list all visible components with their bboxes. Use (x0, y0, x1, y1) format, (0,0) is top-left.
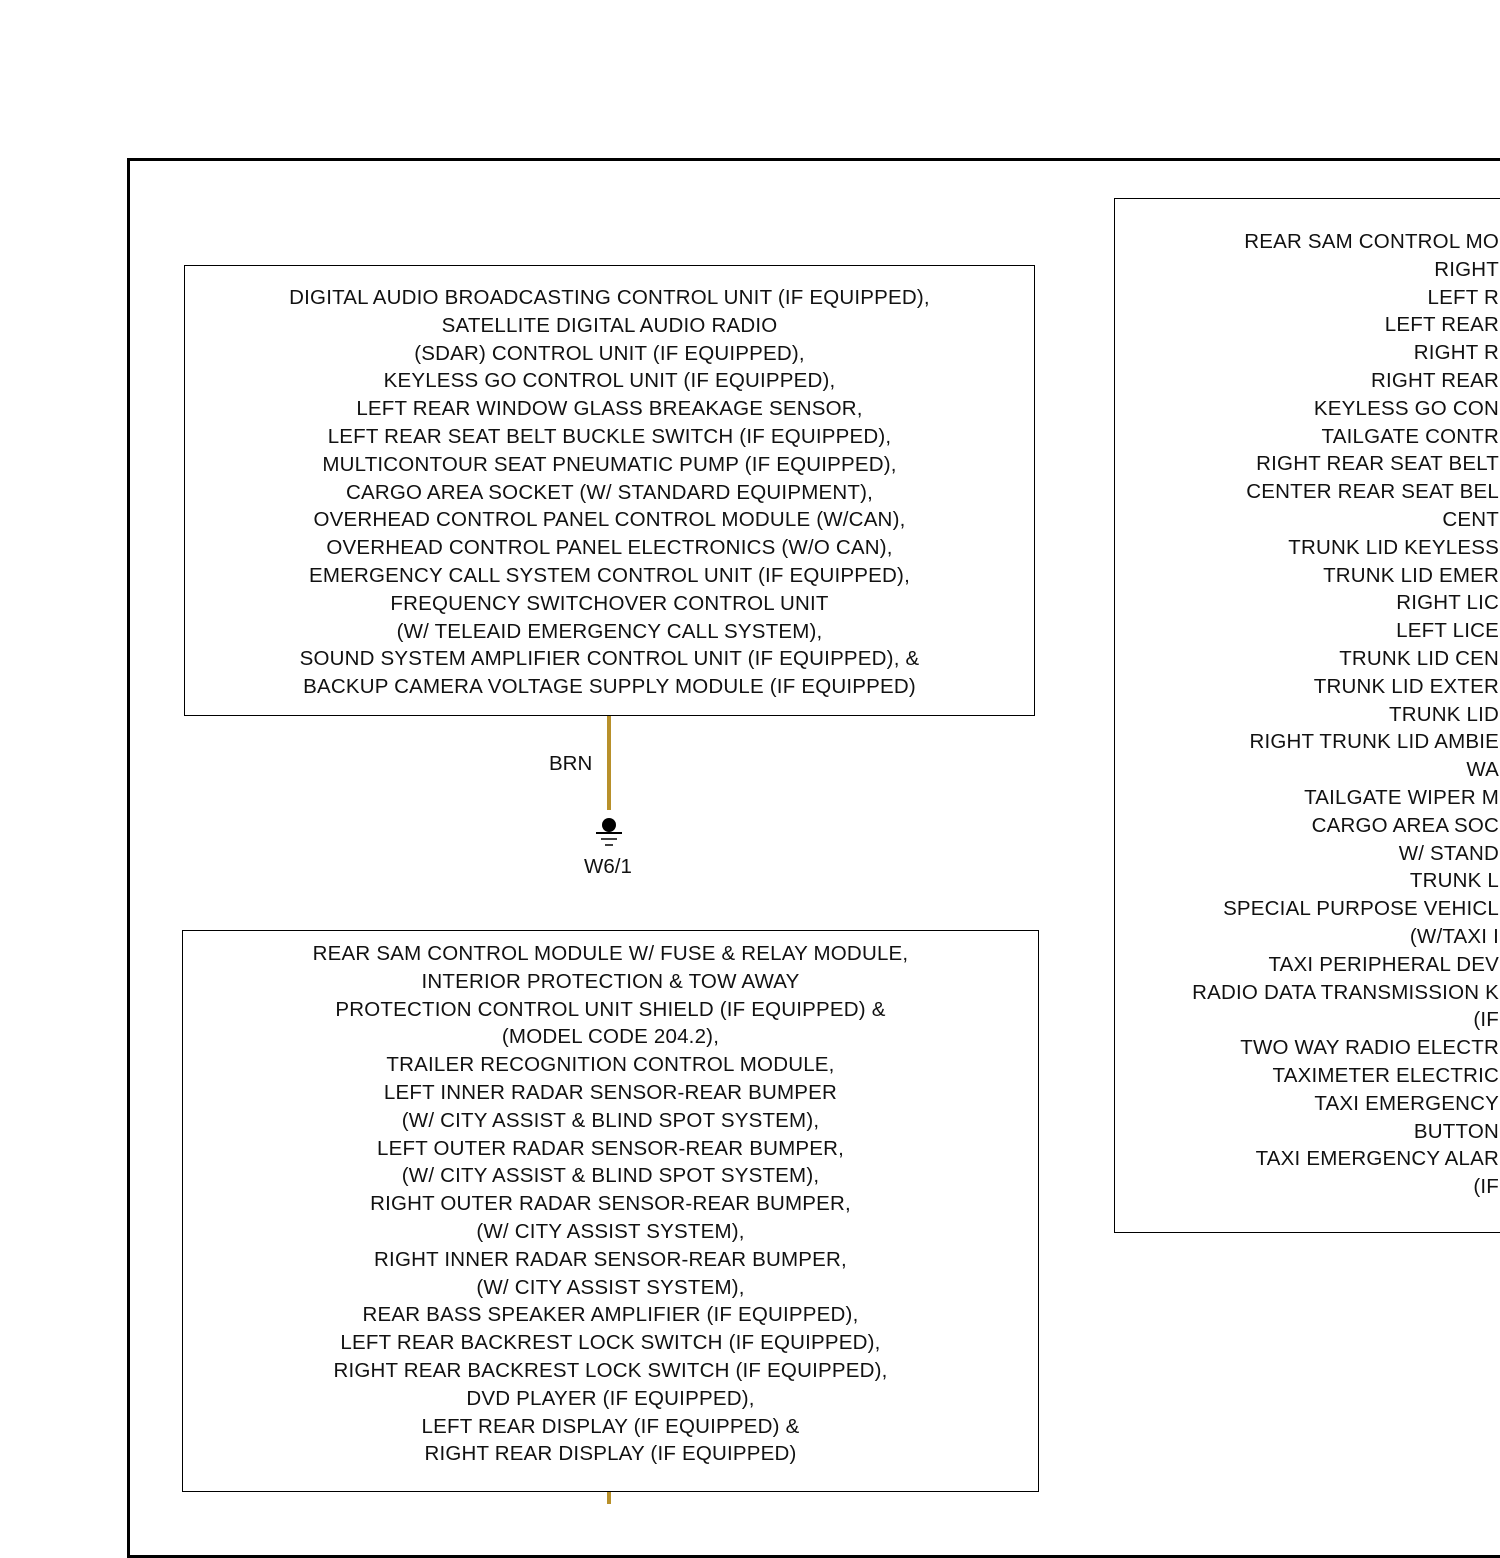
component-line: TRUNK LID EXTER (1313, 674, 1499, 698)
component-line: BACKUP CAMERA VOLTAGE SUPPLY MODULE (IF EQUIPPED) (303, 675, 916, 699)
component-line: TAXI EMERGENCY ALAR (1255, 1147, 1499, 1171)
component-line: RIGHT REAR (1370, 368, 1499, 392)
component-line: (IF (1473, 1175, 1499, 1199)
component-line: TAXI EMERGENCY (1314, 1091, 1499, 1115)
component-line: FREQUENCY SWITCHOVER CONTROL UNIT (390, 591, 829, 615)
ground-point-label: W6/1 (584, 855, 632, 878)
component-line: TAILGATE CONTR (1321, 424, 1499, 448)
component-line: SPECIAL PURPOSE VEHICL (1223, 897, 1499, 921)
component-line: EMERGENCY CALL SYSTEM CONTROL UNIT (IF EQUIPPED), (309, 563, 910, 587)
component-line: LEFT REAR (1384, 313, 1499, 337)
component-list (183, 940, 1038, 1468)
component-line: DVD PLAYER (IF EQUIPPED), (466, 1386, 755, 1410)
component-line: TAXIMETER ELECTRIC (1272, 1063, 1499, 1087)
component-line: RADIO DATA TRANSMISSION K (1192, 980, 1499, 1004)
component-line: MULTICONTOUR SEAT PNEUMATIC PUMP (IF EQUIPPED), (322, 452, 897, 476)
component-line: LEFT REAR BACKREST LOCK SWITCH (IF EQUIPPED), (340, 1331, 881, 1355)
component-line: LEFT R (1427, 285, 1499, 309)
component-line: (W/TAXI I (1409, 924, 1499, 948)
component-line: OVERHEAD CONTROL PANEL ELECTRONICS (W/O CAN), (326, 536, 893, 560)
component-line: CARGO AREA SOC (1311, 813, 1499, 837)
component-list (1192, 228, 1499, 1201)
component-line: INTERIOR PROTECTION & TOW AWAY (421, 969, 800, 993)
component-line: (W/ TELEAID EMERGENCY CALL SYSTEM), (396, 619, 823, 643)
component-box-right (1114, 198, 1500, 1233)
component-line: CENTER REAR SEAT BEL (1246, 480, 1499, 504)
component-line: TRAILER RECOGNITION CONTROL MODULE, (386, 1053, 835, 1077)
wire-color-label: BRN (549, 752, 593, 775)
component-line: (MODEL CODE 204.2), (501, 1025, 720, 1049)
component-line: TRUNK LID EMER (1323, 563, 1499, 587)
component-line: RIGHT LIC (1396, 591, 1499, 615)
component-line: (IF (1473, 1008, 1499, 1032)
component-line: RIGHT (1434, 257, 1499, 281)
component-line: OVERHEAD CONTROL PANEL CONTROL MODULE (W/CAN), (313, 508, 906, 532)
component-line: W/ STAND (1398, 841, 1499, 865)
component-line: RIGHT OUTER RADAR SENSOR-REAR BUMPER, (370, 1192, 851, 1216)
component-line: RIGHT REAR SEAT BELT (1256, 452, 1499, 476)
component-line: LEFT REAR SEAT BELT BUCKLE SWITCH (IF EQUIPPED), (327, 424, 892, 448)
component-line: TRUNK L (1409, 869, 1499, 893)
component-line: (W/ CITY ASSIST SYSTEM), (476, 1219, 745, 1243)
component-line: RIGHT REAR DISPLAY (IF EQUIPPED) (424, 1442, 797, 1466)
component-line: TAILGATE WIPER M (1304, 785, 1499, 809)
component-line: (W/ CITY ASSIST & BLIND SPOT SYSTEM), (401, 1108, 820, 1132)
component-line: LEFT REAR WINDOW GLASS BREAKAGE SENSOR, (356, 397, 863, 421)
component-line: TAXI PERIPHERAL DEV (1268, 952, 1499, 976)
component-line: TRUNK LID (1388, 702, 1499, 726)
component-line: RIGHT TRUNK LID AMBIE (1249, 730, 1499, 754)
component-line: (SDAR) CONTROL UNIT (IF EQUIPPED), (414, 341, 805, 365)
component-line: (W/ CITY ASSIST SYSTEM), (476, 1275, 745, 1299)
component-box-top-left (184, 265, 1035, 716)
ground-icon (594, 812, 624, 848)
component-line: CENT (1442, 507, 1499, 531)
component-line: TWO WAY RADIO ELECTR (1240, 1036, 1499, 1060)
component-line: KEYLESS GO CONTROL UNIT (IF EQUIPPED), (383, 369, 836, 393)
wire-segment (607, 1492, 611, 1504)
component-line: LEFT REAR DISPLAY (IF EQUIPPED) & (421, 1414, 800, 1438)
component-line: WA (1466, 758, 1499, 782)
component-line: (W/ CITY ASSIST & BLIND SPOT SYSTEM), (401, 1164, 820, 1188)
component-line: BUTTON (1413, 1119, 1499, 1143)
component-line: RIGHT R (1413, 341, 1499, 365)
component-line: RIGHT INNER RADAR SENSOR-REAR BUMPER, (374, 1247, 847, 1271)
component-line: DIGITAL AUDIO BROADCASTING CONTROL UNIT (IF EQUIPPED), (289, 286, 930, 309)
component-line: REAR SAM CONTROL MO (1244, 230, 1499, 253)
component-line: REAR SAM CONTROL MODULE W/ FUSE & RELAY MODULE, (312, 942, 909, 965)
component-line: REAR BASS SPEAKER AMPLIFIER (IF EQUIPPED), (362, 1303, 859, 1327)
component-line: SATELLITE DIGITAL AUDIO RADIO (441, 313, 778, 337)
component-line: TRUNK LID CEN (1339, 646, 1499, 670)
component-line: SOUND SYSTEM AMPLIFIER CONTROL UNIT (IF EQUIPPED), & (299, 647, 920, 671)
component-line: KEYLESS GO CON (1313, 396, 1499, 420)
component-line: LEFT LICE (1396, 619, 1499, 643)
component-line: CARGO AREA SOCKET (W/ STANDARD EQUIPMENT), (345, 480, 874, 504)
component-line: LEFT INNER RADAR SENSOR-REAR BUMPER (383, 1080, 838, 1104)
component-line: LEFT OUTER RADAR SENSOR-REAR BUMPER, (377, 1136, 844, 1160)
component-line: TRUNK LID KEYLESS (1288, 535, 1499, 559)
component-box-bottom-left (182, 930, 1039, 1492)
wire-segment (607, 716, 611, 810)
component-line: PROTECTION CONTROL UNIT SHIELD (IF EQUIPPED) & (335, 997, 886, 1021)
component-line: RIGHT REAR BACKREST LOCK SWITCH (IF EQUIPPED), (333, 1358, 888, 1382)
component-list (185, 284, 1034, 701)
